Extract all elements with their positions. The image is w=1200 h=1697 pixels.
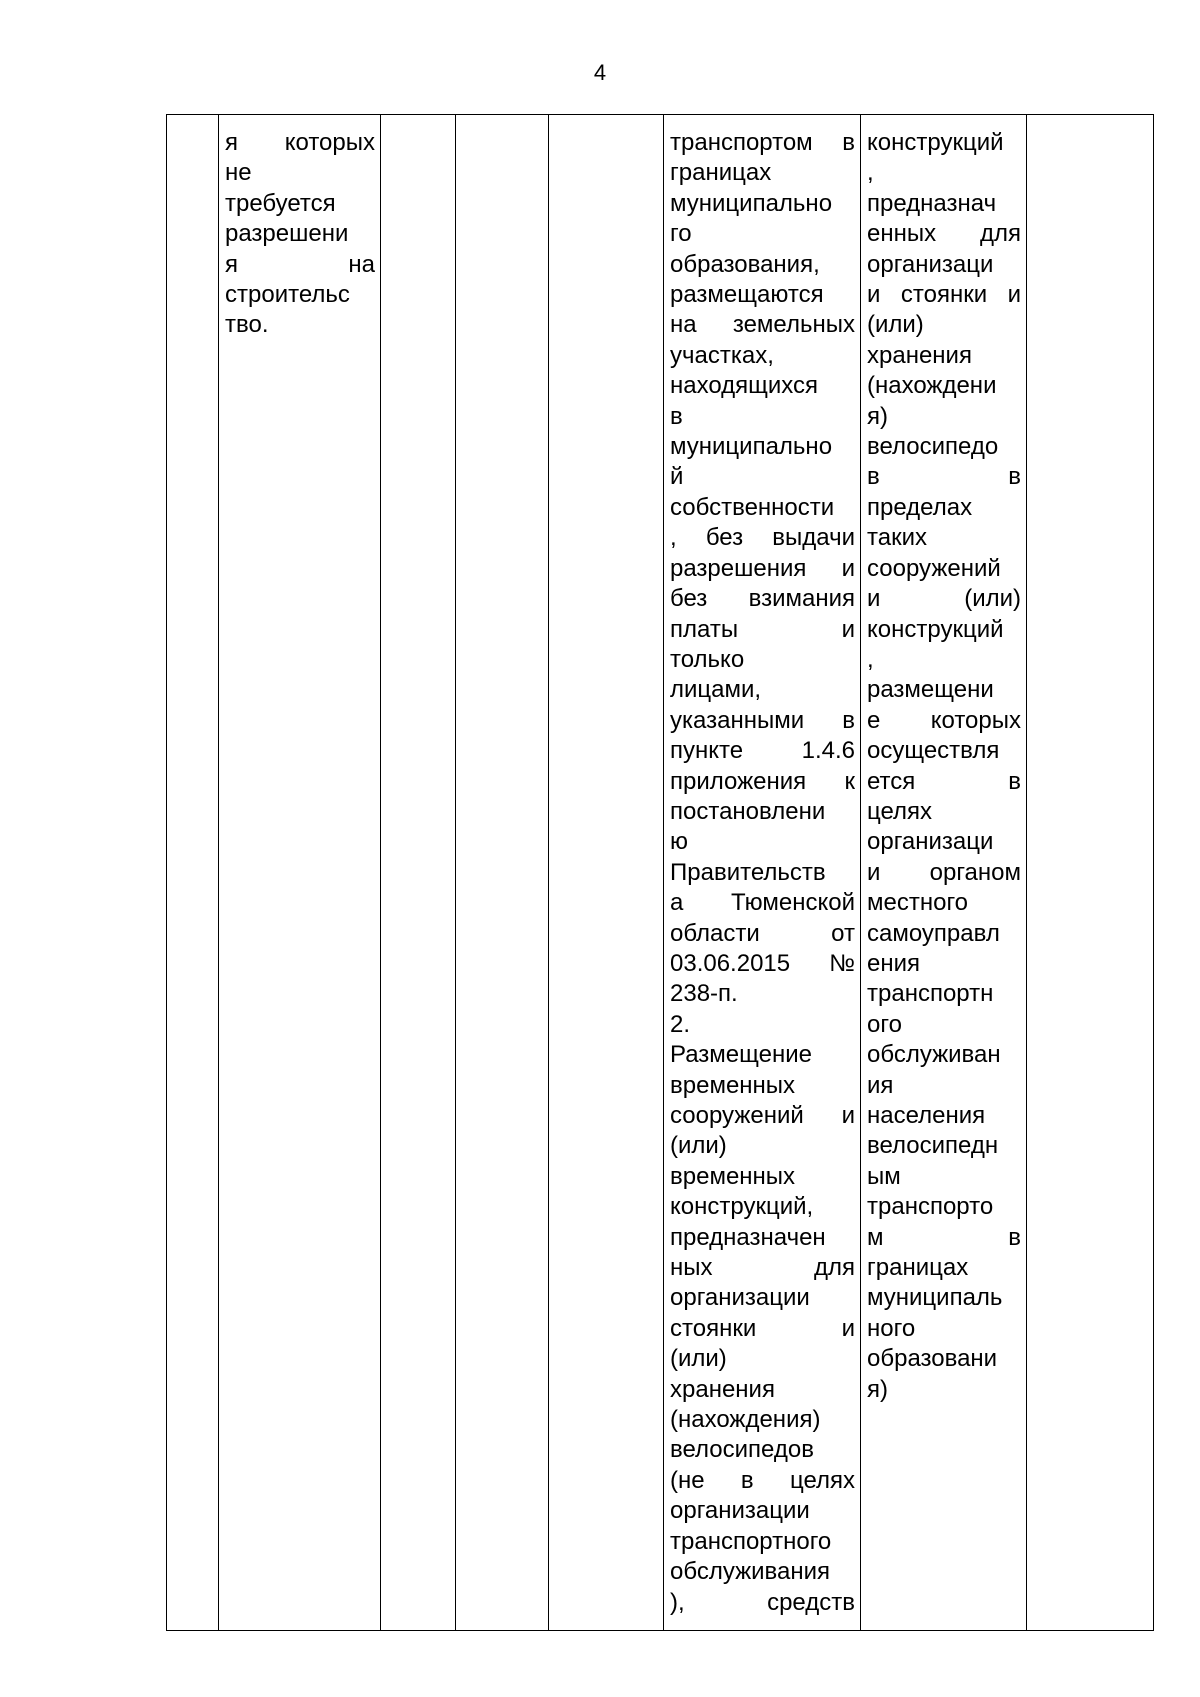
cell-text-line: Размещение xyxy=(670,1041,812,1069)
cell-text-line: , без выдачи xyxy=(670,524,855,552)
cell-text-line: границах xyxy=(670,159,772,187)
cell-text-line: и стоянки и xyxy=(867,281,1021,309)
cell-text-line: 238-п. xyxy=(670,980,738,1008)
cell-text-line: целях xyxy=(867,797,933,825)
cell-text-line: разрешения и xyxy=(670,554,855,582)
cell-text-line: конструкций xyxy=(867,129,1004,156)
cell-text-line: ения xyxy=(867,949,921,977)
cell-text-line: тво. xyxy=(225,311,269,339)
page-number: 4 xyxy=(593,60,607,85)
cell-text-line: требуется xyxy=(225,189,336,217)
cell-text-line: местного xyxy=(867,889,969,917)
cell-text-line: разрешени xyxy=(225,220,349,248)
cell-text-line: ного xyxy=(867,1314,916,1342)
table-cell-col2 xyxy=(219,115,381,1631)
cell-text-line: транспортом в xyxy=(670,129,855,156)
cell-text-line: организаци xyxy=(867,828,994,856)
cell-text-line: муниципально xyxy=(670,189,833,217)
cell-text-line: организации xyxy=(670,1284,810,1312)
cell-text-line: (нахождени xyxy=(867,372,997,400)
cell-text-line: , xyxy=(867,159,874,187)
cell-text-line: организации xyxy=(670,1497,810,1525)
cell-text-line: муниципально xyxy=(670,433,833,461)
cell-text-line: организаци xyxy=(867,250,994,278)
cell-text-line: транспортн xyxy=(867,980,994,1008)
cell-text-line: транспорто xyxy=(867,1193,994,1221)
cell-text-line: я) xyxy=(867,402,888,430)
cell-text-line: таких xyxy=(867,524,927,552)
cell-text-line: самоуправл xyxy=(867,919,1000,947)
cell-text-line: ется в xyxy=(867,767,1021,795)
cell-text-line: стоянки и xyxy=(670,1314,855,1342)
cell-text-line: приложения к xyxy=(670,767,855,795)
cell-text-line: на земельных xyxy=(670,311,855,339)
table-cell-col8 xyxy=(1027,115,1154,1631)
cell-text-line: муниципаль xyxy=(867,1284,1003,1312)
cell-text-line: ого xyxy=(867,1010,902,1038)
cell-text-line: й xyxy=(670,463,684,491)
cell-text-line: (не в целях xyxy=(670,1466,855,1494)
table-cell-col4 xyxy=(456,115,549,1631)
cell-text-line: находящихся xyxy=(670,372,819,400)
table-cell-col7 xyxy=(861,115,1027,1631)
cell-text-line: я) xyxy=(867,1375,888,1403)
cell-text-line: обслуживания xyxy=(670,1558,831,1586)
cell-text-line: не xyxy=(225,159,252,187)
cell-text-line: а Тюменской xyxy=(670,889,855,917)
cell-text-line: го xyxy=(670,220,692,248)
cell-text-line: конструкций xyxy=(867,615,1004,643)
cell-text-line: я на xyxy=(225,250,375,278)
cell-text-line: в в xyxy=(867,463,1021,491)
cell-text-line: без взимания xyxy=(670,585,855,613)
cell-text-line: сооружений и xyxy=(670,1102,855,1129)
cell-text-line: временных xyxy=(670,1071,796,1099)
cell-text-line: (или) xyxy=(670,1132,727,1160)
cell-text-line: размещени xyxy=(867,676,994,704)
cell-text-line: хранения xyxy=(670,1375,775,1403)
cell-text-line: и органом xyxy=(867,858,1021,886)
cell-text-line: м в xyxy=(867,1223,1021,1251)
table-row xyxy=(167,115,1154,1631)
cell-text-line: пределах xyxy=(867,493,973,521)
cell-text-line: образования, xyxy=(670,250,820,278)
cell-text-line: населения xyxy=(867,1102,986,1129)
cell-text-line: указанными в xyxy=(670,706,855,734)
cell-text-line: образовани xyxy=(867,1345,998,1373)
cell-text-line: (или) xyxy=(670,1345,727,1373)
cell-text-line: только xyxy=(670,645,745,673)
cell-text-line: (или) xyxy=(867,311,924,339)
cell-text-line: размещаются xyxy=(670,281,824,309)
cell-text-line: 2. xyxy=(670,1010,691,1038)
document-table xyxy=(166,114,1154,1631)
cell-text-line: ных для xyxy=(670,1254,855,1282)
cell-text-line: сооружений xyxy=(867,554,1001,582)
cell-text-line: предназнач xyxy=(867,189,997,217)
cell-text-line: осуществля xyxy=(867,737,1000,765)
cell-text-line: собственности xyxy=(670,493,835,521)
cell-text-line: велосипедов xyxy=(670,1436,814,1464)
cell-text-line: границах xyxy=(867,1254,969,1282)
cell-text-line: я которых xyxy=(225,129,375,156)
cell-text-line: строительс xyxy=(225,281,350,309)
cell-text-line: платы и xyxy=(670,615,855,643)
table-cell-col3 xyxy=(381,115,456,1631)
cell-text-line: енных для xyxy=(867,220,1021,248)
cell-text-line: велосипедн xyxy=(867,1132,999,1160)
table-cell-col6 xyxy=(664,115,861,1631)
table-cell-col1 xyxy=(167,115,219,1631)
cell-text-line: , xyxy=(867,645,874,673)
cell-text-line: велосипедо xyxy=(867,433,999,461)
cell-text-line: Правительств xyxy=(670,858,826,886)
cell-text-line: хранения xyxy=(867,341,972,369)
cell-text-line: (нахождения) xyxy=(670,1406,821,1434)
cell-text-line: участках, xyxy=(670,341,774,369)
cell-text-line: ю xyxy=(670,828,688,856)
cell-text-line: транспортного xyxy=(670,1527,832,1555)
cell-text-line: постановлени xyxy=(670,797,826,825)
cell-text-line: пункте 1.4.6 xyxy=(670,737,855,765)
cell-text-line: лицами, xyxy=(670,676,762,704)
table-cell-col5 xyxy=(549,115,664,1631)
cell-text-line: ия xyxy=(867,1071,894,1099)
cell-text-line: временных xyxy=(670,1162,796,1190)
cell-text-line: в xyxy=(670,402,683,430)
cell-text-line: области от xyxy=(670,919,855,947)
cell-text-line: обслуживан xyxy=(867,1041,1001,1069)
cell-text-line: ым xyxy=(867,1162,901,1190)
cell-text-line: и (или) xyxy=(867,585,1021,613)
cell-text-line: е которых xyxy=(867,706,1021,734)
cell-text-line: ), средств xyxy=(670,1588,855,1616)
cell-text-line: предназначен xyxy=(670,1223,826,1251)
cell-text-line: конструкций, xyxy=(670,1193,814,1221)
cell-text-line: 03.06.2015 № xyxy=(670,949,855,977)
